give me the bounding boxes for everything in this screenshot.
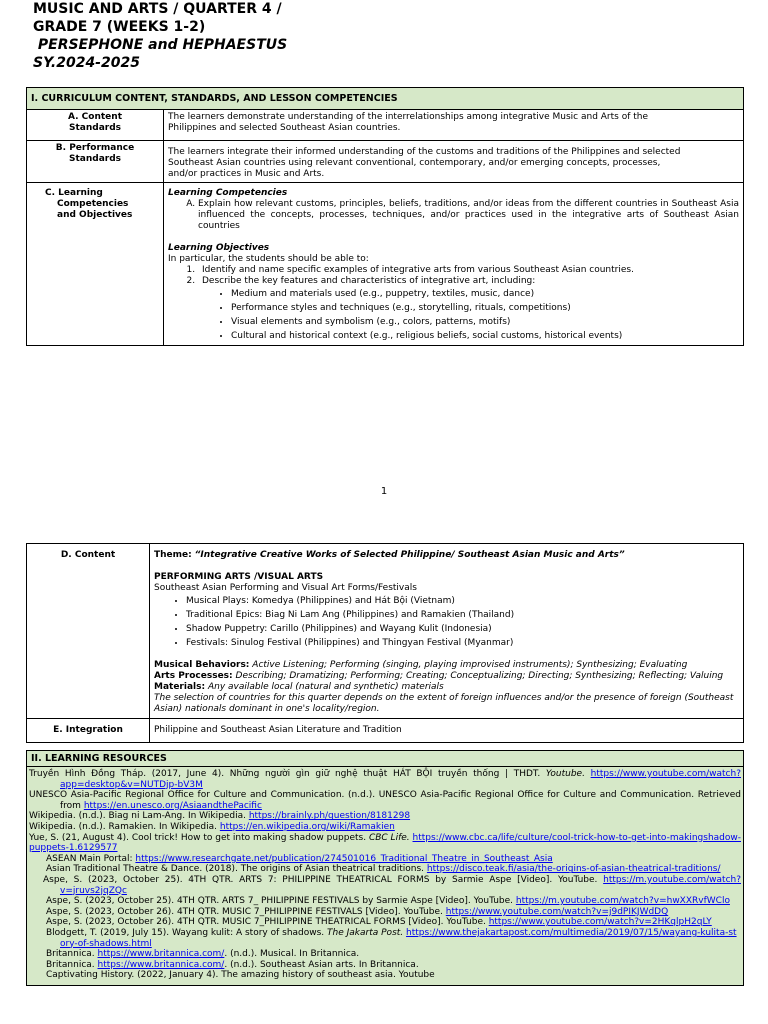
content-body (150, 544, 744, 719)
curriculum-table (26, 87, 744, 346)
integration-label: E. Integration (27, 719, 150, 743)
objective-item: 2. Describe the key features and characteristics of integrative art, including: (198, 276, 739, 287)
learning-objectives-title: Learning Objectives (168, 243, 270, 253)
reference-item: Aspe, S. (2023, October 26). 4TH QTR. MUSIC 7_PHILIPPINE FESTIVALS [Video]. YouTube. https://www.youtube.com/watch?v=j9dPIKJWdDQ (46, 906, 669, 917)
reference-item: Truyền Hình Đồng Tháp. (2017, June 4). Những người gìn giữ nghệ thuật HÁT BỘI truyền thống | THDT. Youtube. https://www.youtube.com/watch?app=desktop&v=NUTDjp-bV3M (29, 769, 741, 790)
materials: Materials: Any available local (natural and synthetic) materials (154, 682, 444, 692)
integration-text: Philippine and Southeast Asian Literature and Tradition (150, 719, 744, 743)
learning-competencies-label: C. Learning Competencies and Objectives (27, 183, 164, 346)
feature-item: • Visual elements and symbolism (e.g., colors, patterns, motifs) (231, 317, 739, 328)
reference-link[interactable]: https://www.youtube.com/watch?app=desktop&v=NUTDjp-bV3M (60, 769, 741, 790)
art-form-item: • Traditional Epics: Biag Ni Lam Ang (Philippines) and Ramakien (Thailand) (186, 610, 739, 621)
reference-link[interactable]: https://en.unesco.org/AsiaandthePacific (83, 800, 262, 811)
reference-link[interactable]: https://m.youtube.com/watch?v=jruvs2jqZQc (60, 874, 741, 896)
competencies-list (168, 199, 739, 232)
reference-item: Wikipedia. (n.d.). Biag ni Lam-Ang. In Wikipedia. https://brainly.ph/question/8181298 (29, 811, 411, 822)
competency-item: A. Explain how relevant customs, principles, beliefs, traditions, and/or ideas from the different countries in Southeast Asia influenced the concepts, processes, techniques, and/or practices used in the integrative arts of Southeast Asian countries (198, 199, 739, 232)
header-line-4: SY.2024-2025 (33, 55, 140, 71)
reference-item: Aspe, S. (2023, October 25). 4TH QTR. ARTS 7_ PHILIPPINE FESTIVALS by Sarmie Aspe [Video]. YouTube. https://m.youtube.com/watch?v=hwXXRvfWClo (46, 896, 730, 907)
reference-item: Captivating History. (2022, January 4). The amazing history of southeast asia. Youtube (46, 970, 435, 981)
feature-item: • Performance styles and techniques (e.g., storytelling, rituals, competitions) (231, 303, 739, 314)
features-list (168, 289, 739, 342)
reference-link[interactable]: https://brainly.ph/question/8181298 (248, 811, 411, 822)
references-list (27, 767, 744, 986)
reference-item: Aspe, S. (2023, October 25). 4TH QTR. ARTS 7: PHILIPPINE THEATRICAL FORMS by Sarmie Aspe [Video]. YouTube. https://m.youtube.com/watch?v=jruvs2jqZQc (43, 874, 741, 896)
performing-arts-subtitle: Southeast Asian Performing and Visual Art Forms/Festivals (154, 583, 417, 593)
performance-standards-text: The learners integrate their informed understanding of the customs and traditions of the Philippines and selected Southeast Asian countries using relevant conventional, contemporary, and/or emerging concepts, processes, and/or practices in Music and Arts. (164, 141, 744, 183)
reference-link[interactable]: https://disco.teak.fi/asia/the-origins-of-asian-theatrical-traditions/ (426, 864, 721, 875)
reference-item: Aspe, S. (2023, October 26). 4TH QTR. MUSIC 7_PHILIPPINE THEATRICAL FORMS [Video]. YouTube. https://www.youtube.com/watch?v=2HKqlpH2qLY (46, 917, 712, 928)
reference-item: Britannica. https://www.britannica.com/. (n.d.). Musical. In Britannica. (46, 949, 360, 960)
reference-link[interactable]: https://www.britannica.com/ (97, 959, 225, 970)
art-form-item: • Shadow Puppetry: Carillo (Philippines) and Wayang Kulit (Indonesia) (186, 624, 739, 635)
page-number: 1 (380, 486, 388, 497)
reference-link[interactable]: https://www.thejakartapost.com/multimedia/2019/07/15/wayang-kulita-story-of-shadows.html (60, 927, 737, 949)
reference-item: Wikipedia. (n.d.). Ramakien. In Wikipedia. https://en.wikipedia.org/wiki/Ramakien (29, 821, 395, 832)
learning-competencies-content (164, 183, 744, 346)
selection-note: The selection of countries for this quarter depends on the extent of foreign influences and/or the presence of foreign (Southeast Asian) nationals dominant in one's locality/region. (154, 693, 734, 714)
objectives-intro: In particular, the students should be able to: (168, 254, 369, 264)
reference-item: ASEAN Main Portal: https://www.researchgate.net/publication/274501016_Traditional_Theatre_in_Southeast_Asia (46, 853, 553, 864)
objectives-list (168, 265, 739, 287)
reference-link[interactable]: https://www.britannica.com/ (97, 949, 225, 960)
reference-link[interactable]: https://en.wikipedia.org/wiki/Ramakien (219, 821, 395, 832)
header-line-3: PERSEPHONE and HEPHAESTUS (33, 37, 288, 53)
art-forms-list (154, 596, 739, 649)
arts-processes: Arts Processes: Describing; Dramatizing; Performing; Creating; Conceptualizing; Directing; Synthesizing; Reflecting; Valuing (154, 671, 724, 681)
feature-item: • Medium and materials used (e.g., puppetry, textiles, music, dance) (231, 289, 739, 300)
resources-table (26, 750, 744, 986)
reference-item: Asian Traditional Theatre & Dance. (2018). The origins of Asian theatrical traditions. https://disco.teak.fi/asia/the-origins-of-asian-theatrical-traditions/ (46, 864, 721, 875)
theme-line: Theme: “Integrative Creative Works of Selected Philippine/ Southeast Asian Music and Arts” (154, 550, 625, 560)
content-label: D. Content (27, 544, 150, 719)
feature-item: • Cultural and historical context (e.g., religious beliefs, social customs, historical events) (231, 331, 739, 342)
reference-link[interactable]: https://www.youtube.com/watch?v=j9dPIKJWdDQ (445, 906, 669, 917)
objective-item: 1. Identify and name specific examples of integrative arts from various Southeast Asian countries. (198, 265, 739, 276)
document-header (33, 0, 287, 72)
section-1-title: I. CURRICULUM CONTENT, STANDARDS, AND LESSON COMPETENCIES (27, 88, 744, 110)
musical-behaviors: Musical Behaviors: Active Listening; Performing (singing, playing improvised instruments); Synthesizing; Evaluating (154, 660, 688, 670)
reference-link[interactable]: https://www.cbc.ca/life/culture/cool-trick-how-to-get-into-makingshadow-puppets-1.6129577 (29, 832, 741, 854)
art-form-item: • Musical Plays: Komedya (Philippines) and Hát Bội (Vietnam) (186, 596, 739, 607)
reference-link[interactable]: https://www.researchgate.net/publication/274501016_Traditional_Theatre_in_Southeast_Asia (135, 853, 553, 864)
content-standards-text: The learners demonstrate understanding of the interrelationships among integrative Music and Arts of the Philippines and selected Southeast Asian countries. (164, 110, 744, 141)
header-line-1: MUSIC AND ARTS / QUARTER 4 / (33, 1, 282, 17)
content-table (26, 543, 744, 743)
performance-standards-label: B. Performance Standards (27, 141, 164, 183)
reference-item: Yue, S. (21, August 4). Cool trick! How to get into making shadow puppets. CBC Life. https://www.cbc.ca/life/culture/cool-trick-how-to-get-into-makingshadow-puppets-1.6129577 (29, 832, 741, 854)
learning-competencies-title: Learning Competencies (168, 188, 288, 198)
reference-item: Blodgett, T. (2019, July 15). Wayang kulit: A story of shadows. The Jakarta Post. https://www.thejakartapost.com/multimedia/2019/07/15/wayang-kulita-story-of-shadows.html (46, 927, 737, 949)
art-form-item: • Festivals: Sinulog Festival (Philippines) and Thingyan Festival (Myanmar) (186, 638, 739, 649)
reference-item: UNESCO Asia-Pacific Regional Office for Culture and Communication. (n.d.). UNESCO Asia-Pacific Regional Office for Culture and Communication. Retrieved from https://en.unesco.org/AsiaandthePacific (29, 790, 741, 811)
reference-link[interactable]: https://m.youtube.com/watch?v=hwXXRvfWClo (515, 896, 730, 907)
performing-arts-title: PERFORMING ARTS /VISUAL ARTS (154, 572, 324, 582)
section-2-title: II. LEARNING RESOURCES (27, 751, 744, 767)
reference-link[interactable]: https://www.youtube.com/watch?v=2HKqlpH2qLY (488, 917, 712, 928)
header-line-2: GRADE 7 (WEEKS 1-2) (33, 19, 206, 35)
content-standards-label: A. Content Standards (27, 110, 164, 141)
reference-item: Britannica. https://www.britannica.com/. (n.d.). Southeast Asian arts. In Britannica. (46, 959, 419, 970)
